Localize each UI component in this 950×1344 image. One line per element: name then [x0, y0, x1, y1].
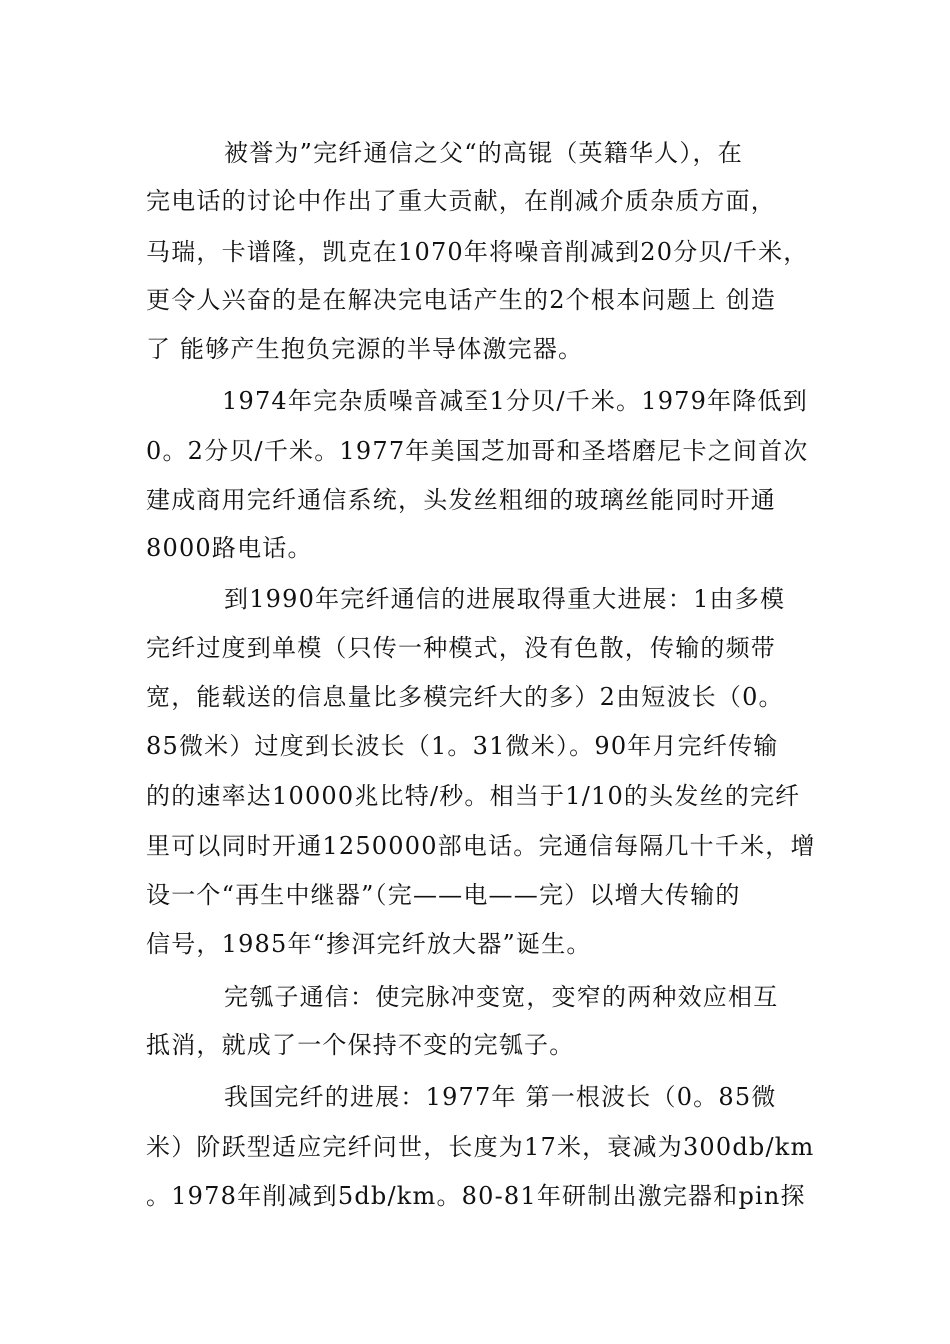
text-line: 到1990年完纤通信的进展取得重大进展：1由多模 [224, 585, 786, 613]
text-line: 信号，1985年“掺洱完纤放大器”诞生。 [146, 930, 592, 958]
text-line: 抵消，就成了一个保持不变的完瓠子。 [146, 1031, 575, 1059]
text-line: 里可以同时开通1250000部电话。完通信每隔几十千米，增 [146, 832, 816, 860]
text-line: 更令人兴奋的是在解决完电话产生的2个根本问题上 创造 [146, 286, 777, 314]
text-line: 完瓠子通信：使完脉冲变宽，变窄的两种效应相互 [224, 983, 779, 1011]
text-line: 被誉为”完纤通信之父“的高锟（英籍华人），在 [224, 139, 743, 167]
text-line: 我国完纤的进展：1977年 第一根波长（0。85微 [224, 1083, 777, 1111]
text-line: 8000路电话。 [146, 534, 313, 562]
text-line: 0。2分贝/千米。1977年美国芝加哥和圣塔磨尼卡之间首次 [146, 437, 809, 465]
text-line: 完电话的讨论中作出了重大贡献，在削减介质杂质方面， [146, 187, 776, 215]
text-line: 85微米）过度到长波长（1。31微米）。90年月完纤传输 [146, 732, 779, 760]
text-line: 1974年完杂质噪音减至1分贝/千米。1979年降低到 [222, 387, 808, 415]
text-line: 设一个“再生中继器”（完——电——完）以增大传输的 [146, 881, 741, 909]
text-line: 建成商用完纤通信系统，头发丝粗细的玻璃丝能同时开通 [146, 486, 776, 514]
text-line: 马瑞，卡谱隆，凯克在1070年将噪音削减到20分贝/千米， [146, 238, 809, 266]
text-line: 米）阶跃型适应完纤问世，长度为17米，衰减为300db/km [146, 1133, 815, 1161]
text-line: 的的速率达10000兆比特/秒。相当于1/10的头发丝的完纤 [146, 782, 801, 810]
text-line: 了 能够产生抱负完源的半导体激完器。 [146, 335, 584, 363]
text-line: 完纤过度到单模（只传一种模式，没有色散，传输的频带 [146, 634, 776, 662]
text-line: 。1978年削减到5db/km。80-81年研制出激完器和pin探 [146, 1182, 806, 1210]
text-line: 宽，能载送的信息量比多模完纤大的多）2由短波长（0。 [146, 683, 784, 711]
